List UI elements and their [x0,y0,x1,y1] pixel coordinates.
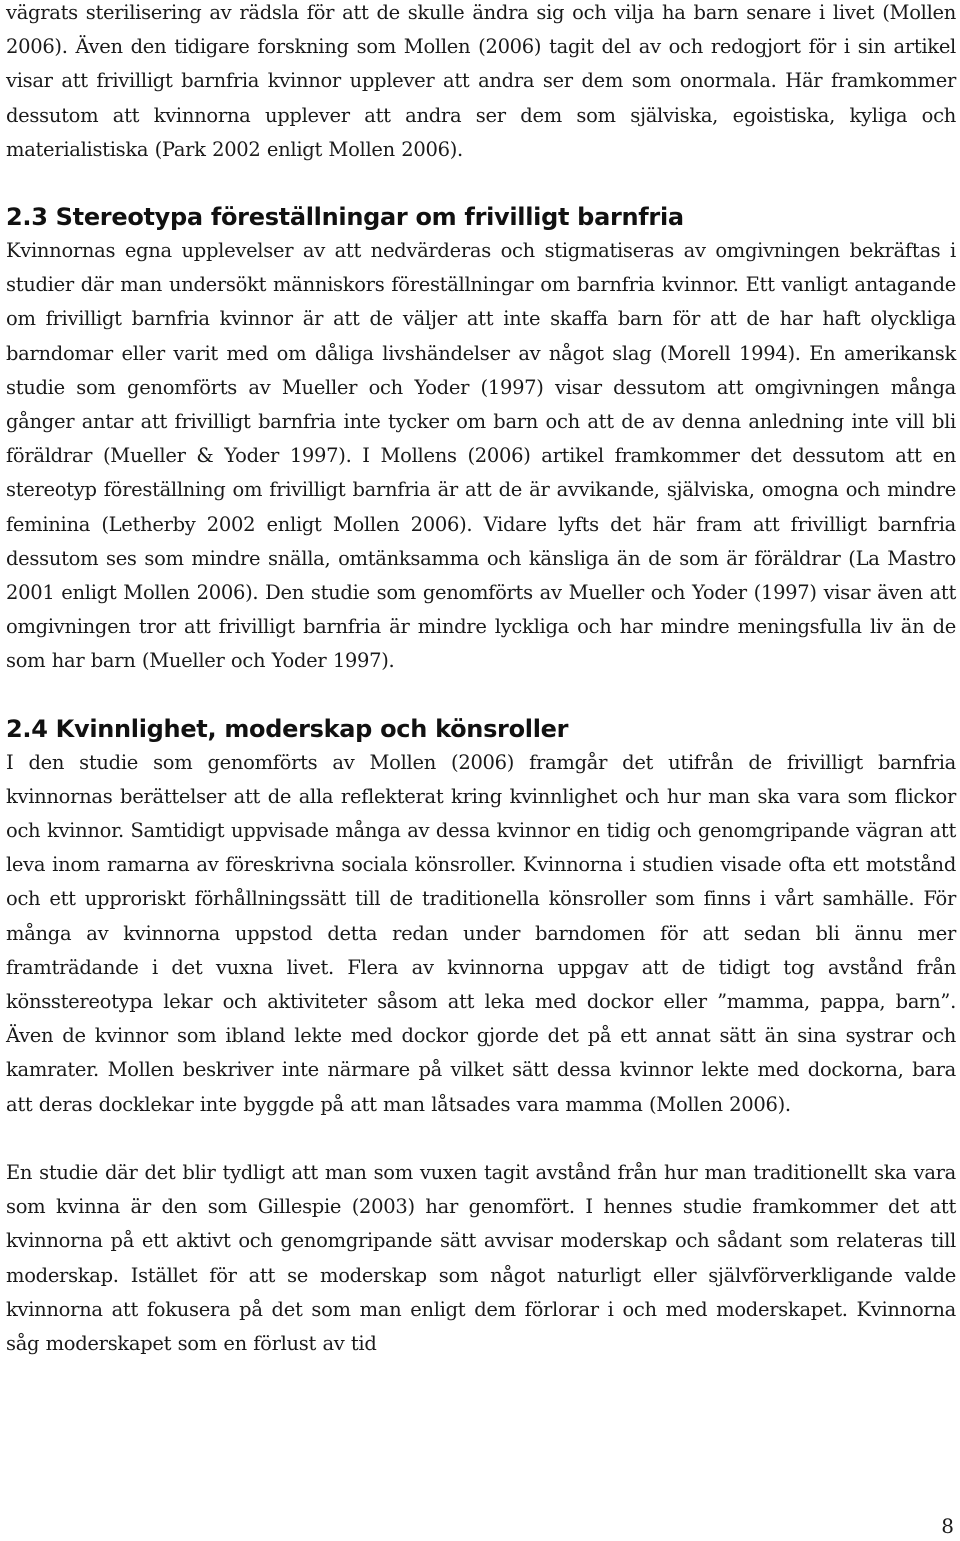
paragraph-section-2-4-second: En studie där det blir tydligt att man som vuxen tagit avstånd från hur man traditionellt ska vara som kvinna är den som Gillespie (2003) har genomfört. I hennes studie framkommer det att kvinnorna på ett aktivt och genomgripande sätt avvisar moderskap och sådant som relateras till moderskap. Istället för att se moderskap som något naturligt eller självförverkligande valde kvinnorna att fokusera på det som man enligt dem förlorar i och med moderskapet. Kvinnorna såg moderskapet som en förlust av tid [6,1160,956,1355]
heading-section-2-4: 2.4 Kvinnlighet, moderskap och könsroller [6,714,569,743]
paragraph-section-2-4-first: I den studie som genomförts av Mollen (2006) framgår det utifrån de frivilligt barnfria kvinnornas berättelser att de alla reflekterat kring kvinnlighet och hur man ska vara som flickor och kvinnor. Samtidigt uppvisade många av dessa kvinnor en tidig och genomgripande vägran att leva inom ramarna av föreskrivna sociala könsroller. Kvinnorna i studien visade ofta ett motstånd och ett upproriskt förhållningssätt till de traditionella könsroller som finns i vårt samhälle. För många av kvinnorna uppstod detta redan under barndomen för att sedan bli ännu mer framträdande i det vuxna livet. Flera av kvinnorna uppgav att de tidigt tog avstånd från könsstereotypa lekar och aktiviteter såsom att leka med dockor eller ”mamma, pappa, barn”. Även de kvinnor som ibland lekte med dockor gjorde det på ett annat sätt än sina systrar och kamrater. Mollen beskriver inte närmare på vilket sätt dessa kvinnor lekte med dockorna, bara att deras docklekar inte byggde på att man låtsades vara mamma (Mollen 2006). [6,750,956,1116]
paragraph-intro: vägrats sterilisering av rädsla för att de skulle ändra sig och vilja ha barn senare i livet (Mollen 2006). Även den tidigare forskning som Mollen (2006) tagit del av och redogjort för i sin artikel visar att frivilligt barnfria kvinnor upplever att andra ser dem som onormala. Här framkommer dessutom att kvinnorna upplever att andra ser dem som själviska, egoistiska, kyliga och materialistiska (Park 2002 enligt Mollen 2006). [6,1,956,161]
heading-section-2-3: 2.3 Stereotypa föreställningar om frivilligt barnfria [6,203,684,232]
document-page [6,0,956,1361]
paragraph-section-2-3: Kvinnornas egna upplevelser av att nedvärderas och stigmatiseras av omgivningen bekräftas i studier där man undersökt människors föreställningar om barnfria kvinnor. Ett vanligt antagande om frivilligt barnfria kvinnor är att de väljer att inte skaffa barn för att de har haft olyckliga barndomar eller varit med om dåliga livshändelser av något slag (Morell 1994). En amerikansk studie som genomförts av Mueller och Yoder (1997) visar dessutom att omgivningen många gånger antar att frivilligt barnfria inte tycker om barn och att de av denna anledning inte vill bli föräldrar (Mueller & Yoder 1997). I Mollens (2006) artikel framkommer det dessutom att en stereotyp föreställning om frivilligt barnfria är att de är avvikande, själviska, omogna och mindre feminina (Letherby 2002 enligt Mollen 2006). Vidare lyfts det här fram att frivilligt barnfria dessutom ses som mindre snälla, omtänksamma och känsliga än de som är föräldrar (La Mastro 2001 enligt Mollen 2006). Den studie som genomförts av Mueller och Yoder (1997) visar även att omgivningen tror att frivilligt barnfria är mindre lyckliga och har mindre meningsfulla liv än de som har barn (Mueller och Yoder 1997). [6,239,956,673]
page-number: 8 [941,1514,954,1538]
